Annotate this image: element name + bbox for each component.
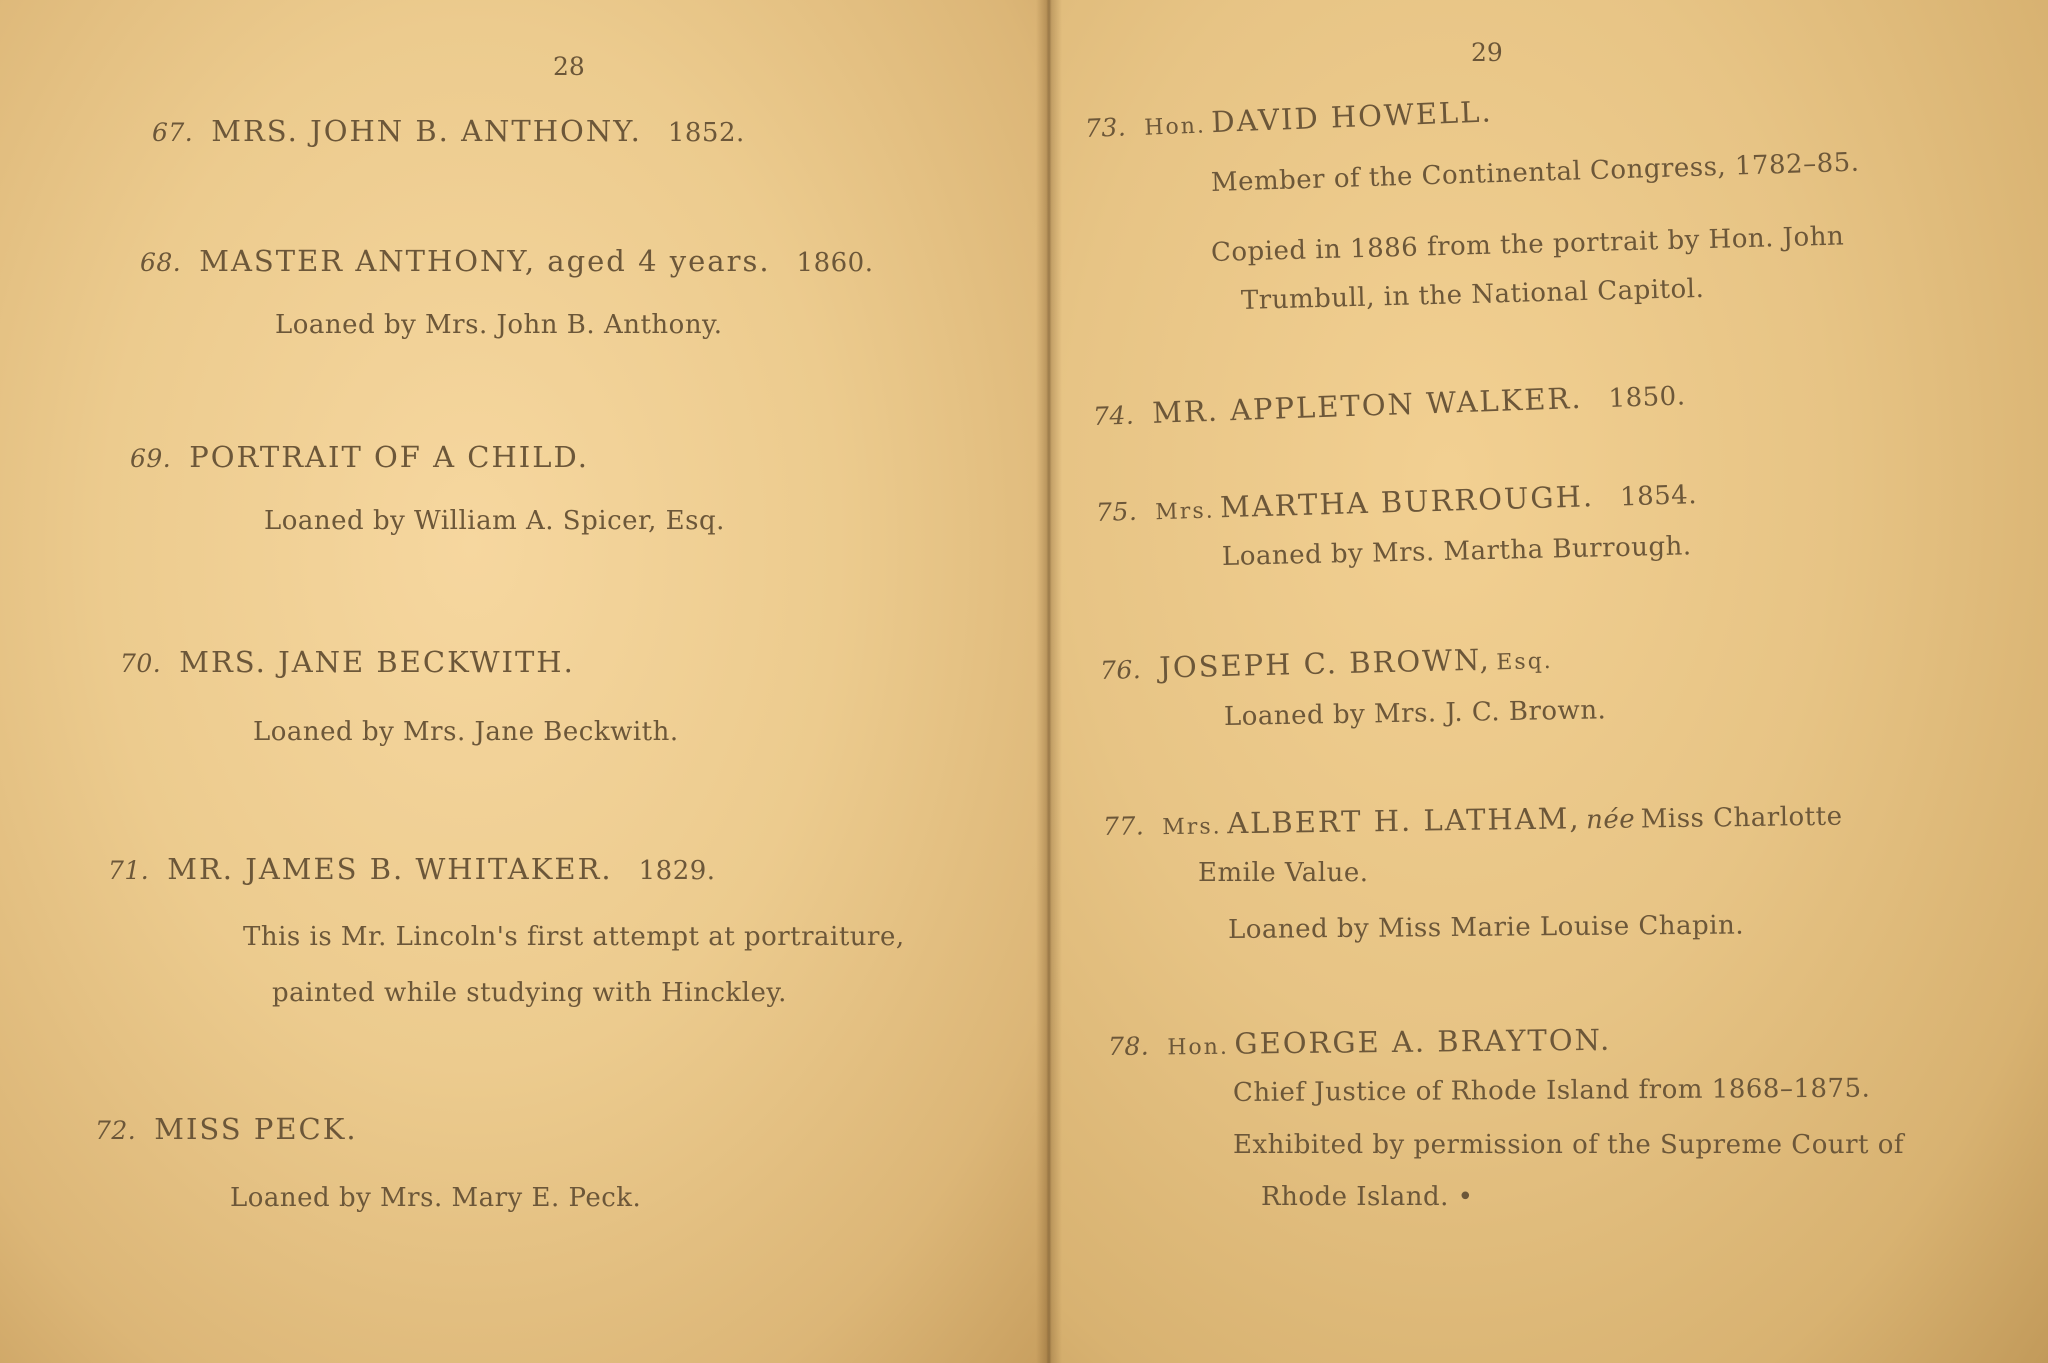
entry-number: 67.	[152, 118, 194, 147]
entry-date: 1860.	[796, 248, 874, 278]
entry-date: 1850.	[1608, 381, 1686, 414]
entry-77-loan-note: Loaned by Miss Marie Louise Chapin.	[1227, 910, 1745, 945]
entry-75-loan-note: Loaned by Mrs. Martha Burrough.	[1221, 531, 1692, 572]
entry-number: 70.	[120, 649, 162, 678]
entry-73-note-line-3: Trumbull, in the National Capitol.	[1240, 273, 1705, 316]
entry-68-heading	[140, 244, 873, 278]
entry-78-heading	[1108, 1023, 1612, 1062]
entry-title: Hon.	[1143, 113, 1207, 141]
entry-name: MRS. JANE BECKWITH.	[179, 645, 575, 679]
entry-72-heading	[95, 1112, 358, 1146]
entry-name: ALBERT H. LATHAM,	[1226, 801, 1581, 841]
entry-title: Mrs.	[1154, 498, 1216, 526]
entry-78-note-line-3: Rhode Island. •	[1261, 1182, 1474, 1212]
page-number: 29	[1471, 38, 1503, 67]
entry-number: 69.	[130, 444, 172, 473]
entry-77-heading	[1103, 798, 1843, 842]
entry-number: 76.	[1099, 654, 1142, 685]
entry-number: 78.	[1107, 1031, 1150, 1061]
entry-76-loan-note: Loaned by Mrs. J. C. Brown.	[1223, 695, 1607, 732]
entry-name: GEORGE A. BRAYTON.	[1234, 1022, 1612, 1061]
entry-name: MR. APPLETON WALKER.	[1151, 380, 1584, 430]
entry-72-loan-note: Loaned by Mrs. Mary E. Peck.	[230, 1183, 642, 1213]
entry-name: DAVID HOWELL.	[1210, 94, 1494, 140]
entry-70-loan-note: Loaned by Mrs. Jane Beckwith.	[253, 717, 679, 747]
entry-75-heading	[1095, 476, 1697, 528]
entry-71-heading	[108, 852, 716, 886]
entry-suffix: Esq.	[1496, 648, 1554, 676]
entry-number: 72.	[95, 1116, 137, 1145]
entry-date: 1854.	[1619, 480, 1698, 513]
entry-title: Mrs.	[1162, 814, 1222, 841]
entry-title: Hon.	[1167, 1034, 1230, 1061]
entry-number: 71.	[108, 856, 150, 885]
entry-68-loan-note: Loaned by Mrs. John B. Anthony.	[275, 310, 723, 340]
entry-name-rest: Miss Charlotte	[1640, 801, 1843, 835]
entry-74-heading	[1092, 377, 1686, 432]
page-number: 28	[553, 52, 585, 81]
entry-number: 77.	[1102, 811, 1145, 841]
entry-number: 73.	[1084, 112, 1127, 143]
entry-71-note-line-1: This is Mr. Lincoln's first attempt at portraiture,	[243, 922, 905, 952]
entry-78-note-line-2: Exhibited by permission of the Supreme Court of	[1233, 1130, 1905, 1160]
entry-date: 1852.	[667, 118, 745, 148]
entry-name: MR. JAMES B. WHITAKER.	[167, 852, 613, 886]
entry-67-heading	[152, 114, 745, 148]
entry-name: MASTER ANTHONY, aged 4 years.	[199, 244, 771, 278]
book-gutter	[1036, 0, 1062, 1363]
entry-name: MISS PECK.	[154, 1112, 358, 1146]
entry-nee: née	[1585, 804, 1636, 836]
entry-number: 75.	[1095, 496, 1138, 527]
entry-name: MARTHA BURROUGH.	[1219, 479, 1595, 525]
entry-78-note-line-1: Chief Justice of Rhode Island from 1868–1875.	[1232, 1073, 1871, 1108]
entry-name: MRS. JOHN B. ANTHONY.	[211, 114, 642, 148]
entry-69-heading	[130, 440, 589, 474]
entry-77-note-line-1: Emile Value.	[1198, 858, 1369, 888]
entry-73-note-line-2: Copied in 1886 from the portrait by Hon. John	[1210, 221, 1845, 268]
entry-date: 1829.	[638, 856, 716, 886]
entry-number: 74.	[1092, 400, 1135, 431]
entry-70-heading	[120, 645, 575, 679]
entry-name: PORTRAIT OF A CHILD.	[189, 440, 589, 474]
right-page	[1048, 0, 2048, 1363]
entry-name: JOSEPH C. BROWN,	[1158, 642, 1492, 685]
entry-69-loan-note: Loaned by William A. Spicer, Esq.	[264, 506, 725, 536]
entry-73-heading	[1084, 94, 1493, 144]
entry-number: 68.	[140, 248, 182, 277]
entry-76-heading	[1100, 641, 1554, 686]
entry-71-note-line-2: painted while studying with Hinckley.	[272, 978, 787, 1008]
entry-73-note-line-1: Member of the Continental Congress, 1782–85.	[1210, 147, 1860, 198]
